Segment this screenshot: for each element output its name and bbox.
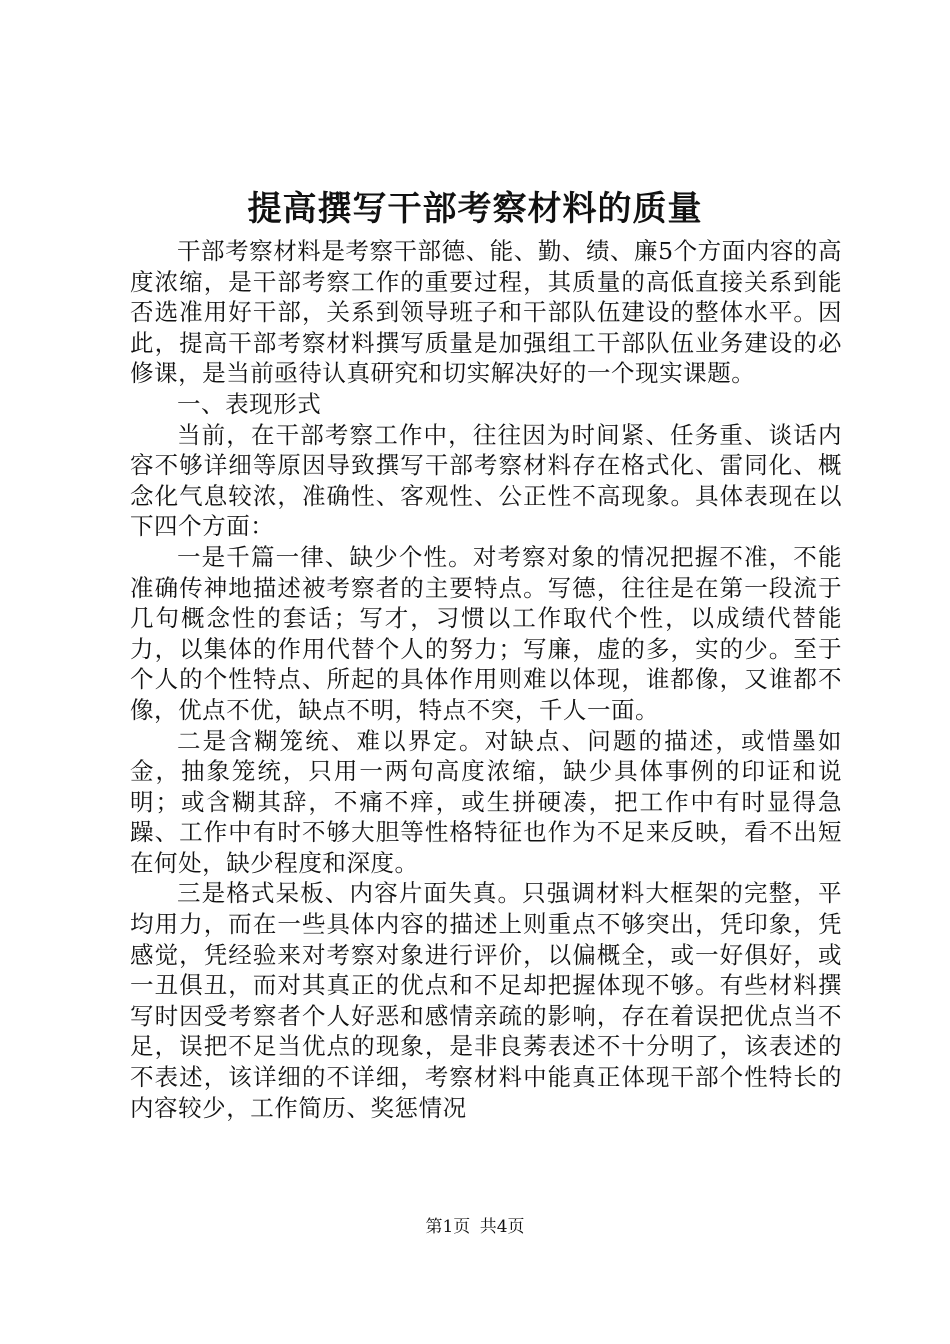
paragraph-point-two: 二是含糊笼统、难以界定。对缺点、问题的描述，或惜墨如金，抽象笼统，只用一两句高度浓缩，缺少具体事例的印证和说明；或含糊其辞，不痛不痒，或生拼硬凑，把工作中有时显得急躁、工作中有时不够大胆等性格特征也作为不足来反映，看不出短在何处，缺少程度和深度。 xyxy=(130,726,842,877)
document-body xyxy=(130,236,842,1123)
page-number: 第1页 xyxy=(425,1217,471,1237)
section-heading: 一、表现形式 xyxy=(177,389,322,418)
paragraph-point-one: 一是千篇一律、缺少个性。对考察对象的情况把握不准，不能准确传神地描述被考察者的主要特点。写德，往往是在第一段流于几句概念性的套话；写才，习惯以工作取代个性，以成绩代替能力，以集体的作用代替个人的努力；写廉，虚的多，实的少。至于个人的个性特点、所起的具体作用则难以体现，谁都像，又谁都不像，优点不优，缺点不明，特点不突，千人一面。 xyxy=(130,542,842,724)
page-footer xyxy=(0,1216,950,1238)
paragraph-current-situation: 当前，在干部考察工作中，往往因为时间紧、任务重、谈话内容不够详细等原因导致撰写干部考察材料存在格式化、雷同化、概念化气息较浓，准确性、客观性、公正性不高现象。具体表现在以下四个方面： xyxy=(130,420,842,541)
page-total: 共4页 xyxy=(479,1217,525,1237)
paragraph-point-three: 三是格式呆板、内容片面失真。只强调材料大框架的完整，平均用力，而在一些具体内容的描述上则重点不够突出，凭印象，凭感觉，凭经验来对考察对象进行评价，以偏概全，或一好俱好，或一丑俱丑，而对其真正的优点和不足却把握体现不够。有些材料撰写时因受考察者个人好恶和感情亲疏的影响，存在着误把优点当不足，误把不足当优点的现象，是非良莠表述不十分明了，该表述的不表述，该详细的不详细，考察材料中能真正体现干部个性特长的内容较少，工作简历、奖惩情况 xyxy=(130,879,842,1122)
paragraph-intro: 干部考察材料是考察干部德、能、勤、绩、廉5个方面内容的高度浓缩，是干部考察工作的重要过程，其质量的高低直接关系到能否选准用好干部，关系到领导班子和干部队伍建设的整体水平。因此，提高干部考察材料撰写质量是加强组工干部队伍业务建设的必修课，是当前亟待认真研究和切实解决好的一个现实课题。 xyxy=(130,237,842,388)
document-title: 提高撰写干部考察材料的质量 xyxy=(247,189,703,229)
